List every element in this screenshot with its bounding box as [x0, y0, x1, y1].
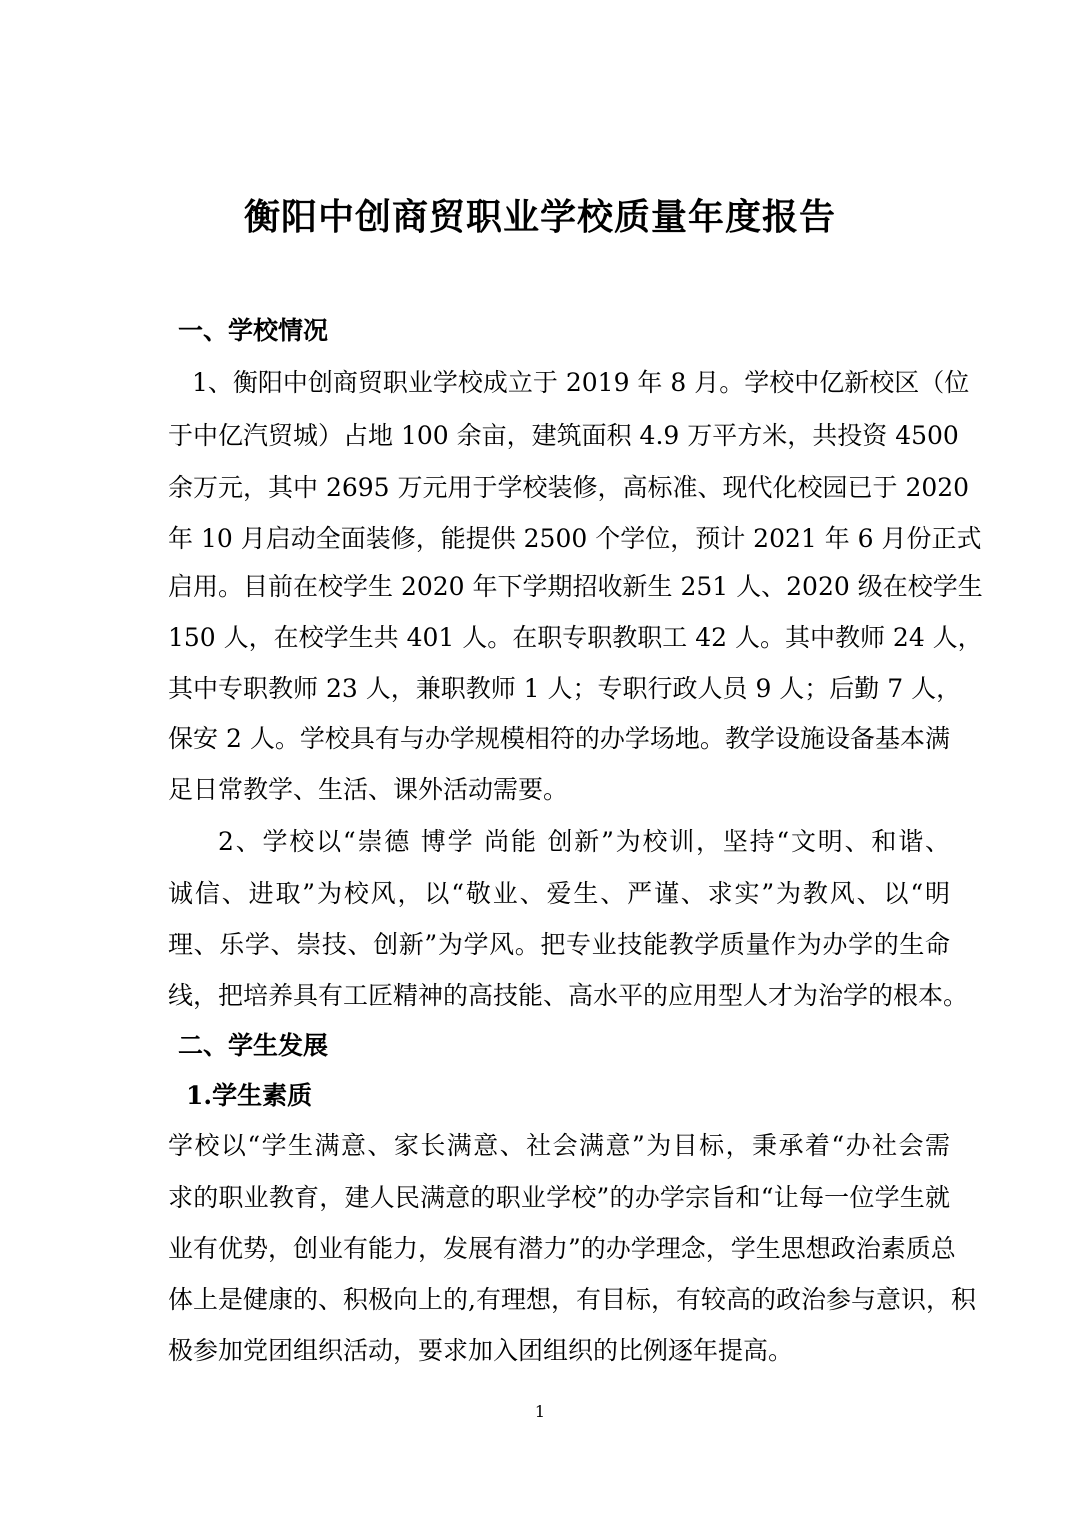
paragraph-line: 业有优势，创业有能力，发展有潜力”的办学理念，学生思想政治素质总: [168, 1234, 956, 1263]
paragraph-line: 1、衡阳中创商贸职业学校成立于 2019 年 8 月。学校中亿新校区（位: [192, 368, 970, 397]
paragraph-line: 保安 2 人。学校具有与办学规模相符的办学场地。教学设施设备基本满: [168, 724, 950, 753]
paragraph-line: 极参加党团组织活动，要求加入团组织的比例逐年提高。: [168, 1336, 794, 1365]
paragraph-line: 余万元，其中 2695 万元用于学校装修，高标准、现代化校园已于 2020: [168, 473, 970, 502]
paragraph-line: 年 10 月启动全面装修，能提供 2500 个学位，预计 2021 年 6 月份正式: [168, 524, 982, 553]
paragraph-line: 于中亿汽贸城）占地 100 余亩，建筑面积 4.9 万平方米，共投资 4500: [168, 421, 959, 450]
paragraph-line: 求的职业教育，建人民满意的职业学校”的办学宗旨和“让每一位学生就: [168, 1183, 950, 1212]
section-heading-school-overview: 一、学校情况: [178, 316, 329, 345]
subsection-heading-student-quality: 1.学生素质: [186, 1081, 313, 1110]
page-title: 衡阳中创商贸职业学校质量年度报告: [243, 196, 836, 238]
paragraph-line: 体上是健康的、积极向上的,有理想，有目标，有较高的政治参与意识，积: [168, 1285, 976, 1314]
paragraph-line: 启用。目前在校学生 2020 年下学期招收新生 251 人、2020 级在校学生: [168, 572, 983, 601]
paragraph-line: 线，把培养具有工匠精神的高技能、高水平的应用型人才为治学的根本。: [168, 981, 969, 1010]
paragraph-line: 2、学校以“崇德 博学 尚能 创新”为校训，坚持“文明、和谐、: [218, 827, 950, 856]
paragraph-line: 理、乐学、崇技、创新”为学风。把专业技能教学质量作为办学的生命: [168, 930, 950, 959]
page-number: 1: [534, 1402, 546, 1421]
paragraph-line: 150 人，在校学生共 401 人。在职专职教职工 42 人。其中教师 24 人，: [168, 623, 983, 652]
paragraph-line: 学校以“学生满意、家长满意、社会满意”为目标，秉承着“办社会需: [168, 1131, 950, 1160]
paragraph-line: 其中专职教师 23 人，兼职教师 1 人；专职行政人员 9 人；后勤 7 人，: [168, 674, 962, 703]
section-heading-student-development: 二、学生发展: [178, 1031, 329, 1060]
paragraph-line: 诚信、进取”为校风，以“敬业、爱生、严谨、求实”为教风、以“明: [168, 879, 950, 908]
paragraph-line: 足日常教学、生活、课外活动需要。: [168, 775, 569, 804]
